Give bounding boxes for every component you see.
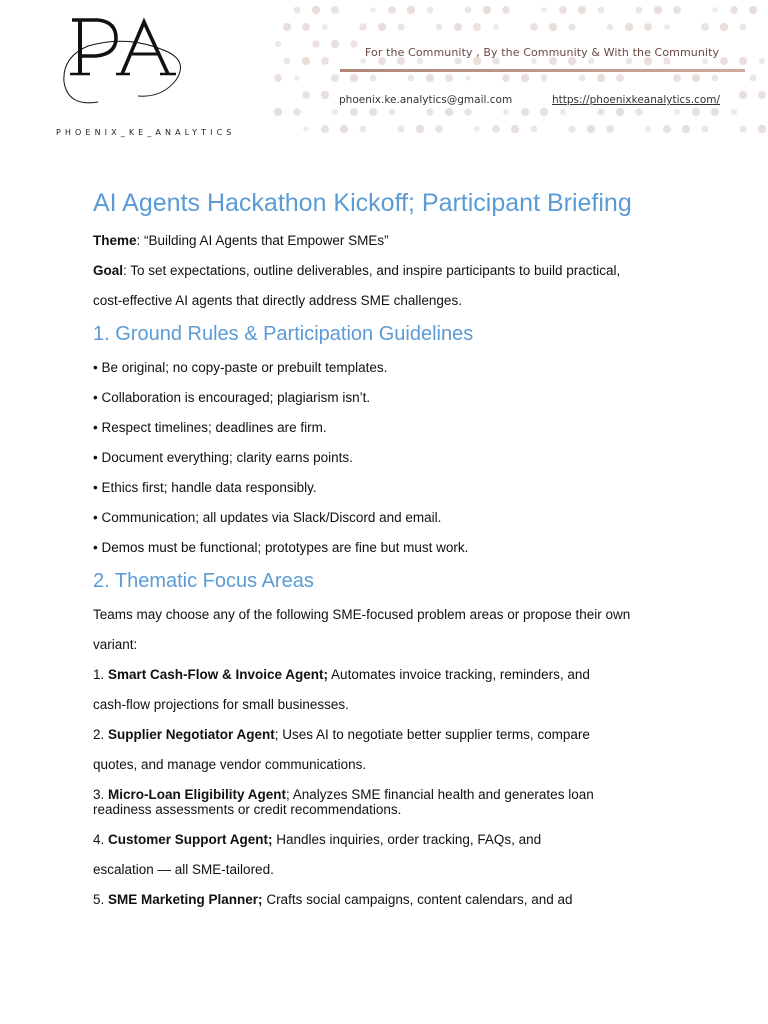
decorative-dot bbox=[407, 6, 415, 14]
focus-item-number: 1. bbox=[93, 667, 109, 682]
decorative-dot bbox=[540, 108, 548, 116]
decorative-dot bbox=[464, 108, 471, 115]
decorative-dot bbox=[568, 125, 575, 132]
decorative-dot bbox=[445, 108, 453, 116]
goal-text: : To set expectations, outline deliverables, and inspire participants to build practical, bbox=[123, 263, 621, 278]
decorative-dot bbox=[465, 75, 471, 81]
focus-item-continued: quotes, and manage vendor communications. bbox=[93, 757, 367, 772]
focus-item bbox=[93, 727, 590, 743]
decorative-dot bbox=[720, 23, 728, 31]
decorative-dot bbox=[521, 74, 529, 82]
decorative-dot bbox=[759, 58, 765, 64]
decorative-dot bbox=[739, 57, 747, 65]
decorative-dot bbox=[701, 23, 709, 31]
website-link[interactable]: https://phoenixkeanalytics.com/ bbox=[552, 94, 721, 106]
decorative-dot bbox=[283, 23, 291, 31]
decorative-dot bbox=[616, 108, 624, 116]
decorative-dot bbox=[426, 74, 434, 82]
company-tagline: For the Community , By the Community & With the Community bbox=[365, 46, 720, 59]
decorative-dot bbox=[731, 109, 737, 115]
decorative-dot bbox=[332, 109, 338, 115]
goal-label: Goal bbox=[93, 263, 124, 278]
section-heading-ground-rules: 1. Ground Rules & Participation Guidelines bbox=[93, 323, 474, 345]
focus-item-number: 2. bbox=[93, 727, 109, 742]
focus-item-continued: readiness assessments or credit recommendations. bbox=[93, 802, 402, 817]
decorative-dot bbox=[549, 23, 557, 31]
decorative-dot bbox=[427, 7, 434, 14]
pa-monogram-icon bbox=[58, 12, 198, 117]
decorative-dot bbox=[302, 91, 309, 98]
decorative-dot bbox=[674, 109, 680, 115]
decorative-dot bbox=[389, 109, 395, 115]
decorative-dot bbox=[598, 7, 605, 14]
decorative-dot bbox=[321, 91, 329, 99]
list-item: • Document everything; clarity earns points. bbox=[93, 450, 353, 465]
list-item: • Communication; all updates via Slack/Discord and email. bbox=[93, 510, 442, 525]
decorative-dot bbox=[625, 23, 633, 31]
theme-label: Theme bbox=[93, 233, 137, 248]
decorative-dot bbox=[321, 125, 329, 133]
decorative-dot bbox=[360, 126, 367, 133]
focus-item-name: Micro-Loan Eligibility Agent bbox=[108, 787, 287, 802]
focus-item bbox=[93, 892, 572, 908]
decorative-dot bbox=[493, 24, 499, 30]
decorative-dot bbox=[606, 125, 614, 133]
decorative-dot bbox=[350, 40, 357, 47]
decorative-dot bbox=[636, 7, 643, 14]
decorative-dot bbox=[340, 125, 348, 133]
decorative-dot bbox=[359, 23, 367, 31]
letterhead bbox=[0, 0, 768, 140]
document-title: AI Agents Hackathon Kickoff; Participant Briefing bbox=[93, 189, 632, 217]
decorative-dot bbox=[293, 108, 301, 116]
decorative-dot bbox=[559, 6, 567, 14]
decorative-dot bbox=[294, 7, 301, 14]
decorative-dot bbox=[454, 23, 462, 31]
decorative-dot bbox=[739, 91, 747, 99]
decorative-dot bbox=[758, 91, 766, 99]
decorative-dot bbox=[408, 75, 415, 82]
section-heading-focus-areas: 2. Thematic Focus Areas bbox=[93, 570, 314, 592]
decorative-dot bbox=[331, 74, 339, 82]
decorative-dot bbox=[635, 108, 642, 115]
decorative-dot bbox=[702, 126, 709, 133]
focus-intro-continued: variant: bbox=[93, 637, 138, 652]
focus-item-name: Smart Cash-Flow & Invoice Agent; bbox=[108, 667, 329, 682]
decorative-dot bbox=[388, 6, 396, 14]
decorative-dot bbox=[416, 125, 424, 133]
list-item: • Be original; no copy-paste or prebuilt templates. bbox=[93, 360, 388, 375]
decorative-dot bbox=[521, 108, 529, 116]
decorative-dot bbox=[712, 7, 718, 13]
decorative-dot bbox=[531, 126, 538, 133]
focus-item bbox=[93, 832, 541, 848]
decorative-dot bbox=[302, 57, 310, 65]
decorative-dot bbox=[664, 24, 670, 30]
focus-item bbox=[93, 787, 594, 803]
decorative-dot bbox=[560, 109, 566, 115]
decorative-dot bbox=[312, 40, 319, 47]
decorative-dot bbox=[758, 125, 766, 133]
decorative-dot bbox=[474, 126, 480, 132]
decorative-dot bbox=[350, 74, 358, 82]
decorative-dot bbox=[578, 6, 586, 14]
decorative-dot bbox=[465, 7, 472, 14]
decorative-dot bbox=[370, 7, 376, 13]
decorative-dot bbox=[303, 126, 309, 132]
decorative-dot bbox=[568, 23, 575, 30]
decorative-dot bbox=[663, 125, 671, 133]
decorative-dot bbox=[492, 125, 500, 133]
focus-item-continued: cash-flow projections for small businesses. bbox=[93, 697, 349, 712]
decorative-dot bbox=[331, 6, 339, 14]
header-divider bbox=[340, 69, 745, 72]
decorative-dot bbox=[321, 57, 329, 65]
decorative-dot bbox=[350, 108, 358, 116]
decorative-dot bbox=[645, 126, 651, 132]
list-item: • Collaboration is encouraged; plagiarism isn’t. bbox=[93, 390, 371, 405]
decorative-dot bbox=[331, 40, 339, 48]
decorative-dot bbox=[712, 75, 719, 82]
decorative-dot bbox=[654, 6, 662, 14]
goal-line-continued: cost-effective AI agents that directly address SME challenges. bbox=[93, 293, 462, 308]
decorative-dot bbox=[607, 24, 614, 31]
focus-item-continued: escalation — all SME-tailored. bbox=[93, 862, 274, 877]
decorative-dot bbox=[739, 125, 746, 132]
decorative-dot bbox=[616, 74, 624, 82]
decorative-dot bbox=[502, 6, 510, 14]
decorative-dot bbox=[436, 24, 443, 31]
decorative-dot bbox=[673, 6, 681, 14]
theme-line bbox=[93, 233, 389, 249]
decorative-dot bbox=[275, 41, 281, 47]
decorative-dot bbox=[597, 74, 605, 82]
focus-intro: Teams may choose any of the following SME-focused problem areas or propose their own bbox=[93, 607, 631, 622]
contact-email[interactable]: phoenix.ke.analytics@gmail.com bbox=[339, 94, 513, 106]
theme-text: : “Building AI Agents that Empower SMEs” bbox=[136, 233, 389, 248]
focus-item-text: ; Analyzes SME financial health and generates loan bbox=[286, 787, 594, 802]
decorative-dot bbox=[711, 108, 719, 116]
decorative-dot bbox=[530, 23, 538, 31]
decorative-dot bbox=[445, 74, 453, 82]
decorative-dot bbox=[302, 23, 310, 31]
focus-item-text: Handles inquiries, order tracking, FAQs, and bbox=[272, 832, 542, 847]
focus-item-name: SME Marketing Planner; bbox=[108, 892, 263, 907]
company-logo bbox=[28, 12, 236, 137]
decorative-dot bbox=[435, 125, 443, 133]
focus-item-number: 3. bbox=[93, 787, 109, 802]
decorative-dot bbox=[579, 75, 586, 82]
focus-item-name: Customer Support Agent; bbox=[108, 832, 273, 847]
decorative-dot bbox=[473, 23, 481, 31]
goal-line bbox=[93, 263, 620, 279]
decorative-dot bbox=[730, 6, 738, 14]
decorative-dot bbox=[720, 57, 728, 65]
decorative-dot bbox=[397, 23, 404, 30]
decorative-dot bbox=[750, 75, 757, 82]
list-item: • Demos must be functional; prototypes are fine but must work. bbox=[93, 540, 469, 555]
list-item: • Respect timelines; deadlines are firm. bbox=[93, 420, 327, 435]
decorative-dot bbox=[274, 108, 282, 116]
decorative-dot bbox=[541, 7, 547, 13]
decorative-dot bbox=[502, 74, 510, 82]
focus-item-text: Crafts social campaigns, content calendars, and ad bbox=[262, 892, 573, 907]
focus-item bbox=[93, 667, 590, 683]
decorative-dot bbox=[511, 125, 519, 133]
decorative-dot bbox=[274, 74, 282, 82]
decorative-dot bbox=[503, 109, 509, 115]
decorative-dot bbox=[682, 125, 690, 133]
focus-item-number: 4. bbox=[93, 832, 109, 847]
decorative-dot bbox=[692, 74, 700, 82]
decorative-dot bbox=[597, 108, 604, 115]
decorative-dot bbox=[587, 125, 595, 133]
focus-item-text: ; Uses AI to negotiate better supplier terms, compare bbox=[274, 727, 590, 742]
decorative-dot bbox=[283, 57, 290, 64]
focus-item-text: Automates invoice tracking, reminders, and bbox=[328, 667, 590, 682]
decorative-dot bbox=[749, 6, 757, 14]
list-item: • Ethics first; handle data responsibly. bbox=[93, 480, 317, 495]
decorative-dot bbox=[370, 75, 377, 82]
decorative-dot bbox=[378, 23, 386, 31]
decorative-dot bbox=[294, 75, 300, 81]
decorative-dot bbox=[541, 75, 548, 82]
decorative-dot bbox=[740, 24, 747, 31]
decorative-dot bbox=[312, 6, 320, 14]
decorative-dot bbox=[644, 23, 652, 31]
decorative-dot bbox=[398, 126, 405, 133]
decorative-dot bbox=[322, 24, 328, 30]
decorative-dot bbox=[369, 108, 377, 116]
brand-name: PHOENIX_KE_ANALYTICS bbox=[56, 128, 236, 137]
decorative-dot bbox=[692, 108, 700, 116]
decorative-dot bbox=[426, 108, 433, 115]
decorative-dot bbox=[673, 74, 681, 82]
focus-item-name: Supplier Negotiator Agent bbox=[108, 727, 275, 742]
decorative-dot bbox=[483, 6, 491, 14]
focus-item-number: 5. bbox=[93, 892, 109, 907]
